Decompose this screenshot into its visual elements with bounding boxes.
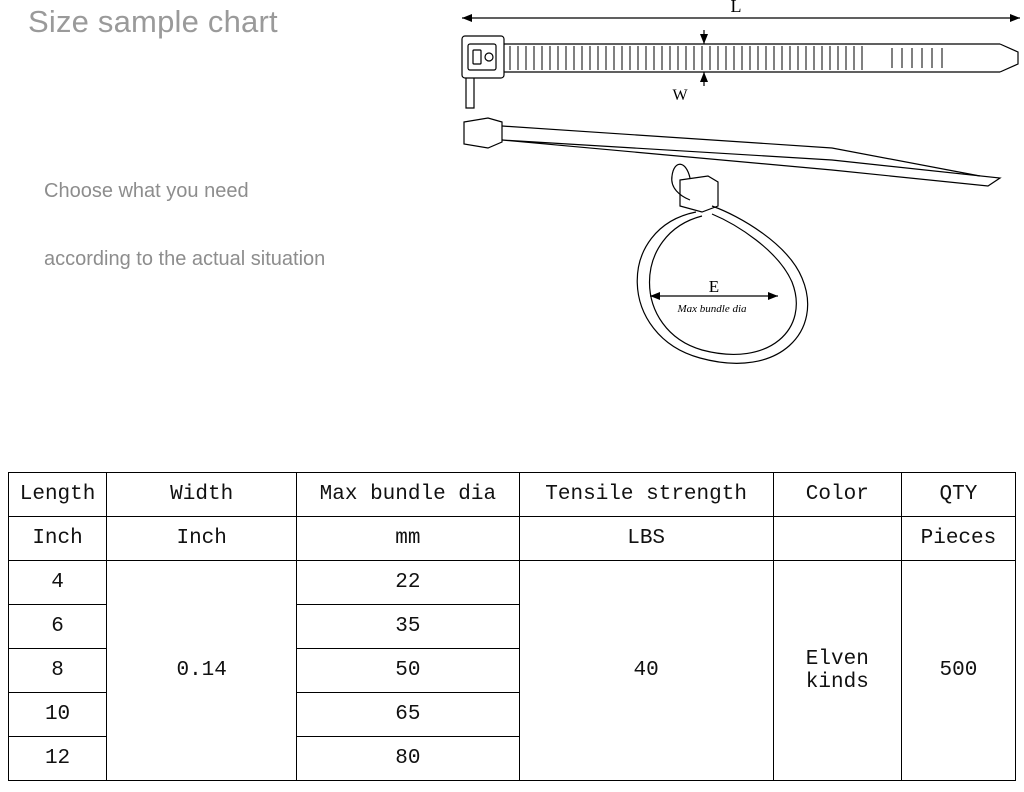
cell-max-bundle-dia: 22: [297, 561, 519, 605]
loop-body: [637, 206, 807, 363]
width-arrowhead-upper: [700, 34, 708, 44]
width-arrowhead-lower: [700, 72, 708, 82]
cable-tie-illustration: [440, 0, 1024, 400]
cell-width: 0.14: [107, 561, 297, 781]
column-header-width: Width: [107, 473, 297, 517]
column-header-qty: QTY: [901, 473, 1015, 517]
cell-length: 4: [9, 561, 107, 605]
label-bundle-note: Max bundle dia: [677, 303, 747, 315]
column-header-length: Length: [9, 473, 107, 517]
cell-length: 6: [9, 605, 107, 649]
tie-end-teeth: [892, 48, 942, 68]
unit-tensile-strength: LBS: [519, 517, 773, 561]
tie-head-inner: [468, 44, 496, 70]
spec-table-container: [8, 472, 1016, 781]
tie-tip: [1000, 44, 1018, 72]
tie-head-tail-stub: [466, 78, 474, 108]
page-title: Size sample chart: [28, 4, 278, 39]
cell-qty: 500: [901, 561, 1015, 781]
bundle-arrow-right: [768, 292, 778, 300]
table-units-row: [9, 517, 1016, 561]
unit-width: Inch: [107, 517, 297, 561]
table-header-row: [9, 473, 1016, 517]
label-bundle: E: [708, 277, 720, 296]
cable-tie-diagram-svg: [440, 0, 1024, 400]
unit-color: [773, 517, 901, 561]
cell-length: 12: [9, 737, 107, 781]
length-arrow-left: [462, 14, 472, 22]
cell-tensile-strength: 40: [519, 561, 773, 781]
cell-max-bundle-dia: 50: [297, 649, 519, 693]
label-length: L: [730, 0, 742, 16]
bent-tie-bottom-edge: [502, 140, 1000, 186]
cell-max-bundle-dia: 65: [297, 693, 519, 737]
column-header-tensile-strength: Tensile strength: [519, 473, 773, 517]
loop-tail-protrusion: [672, 164, 690, 200]
tie-teeth: [510, 46, 862, 70]
tagline-line-1: Choose what you need: [44, 180, 249, 202]
column-header-color: Color: [773, 473, 901, 517]
unit-qty: Pieces: [901, 517, 1015, 561]
cell-length: 10: [9, 693, 107, 737]
table-row: [9, 561, 1016, 605]
loop-body-inner: [650, 214, 797, 354]
cell-length: 8: [9, 649, 107, 693]
cell-max-bundle-dia: 80: [297, 737, 519, 781]
tagline-line-2: according to the actual situation: [44, 248, 326, 270]
column-header-max-bundle-dia: Max bundle dia: [297, 473, 519, 517]
tie-head-slot: [473, 50, 481, 64]
length-arrow-right: [1010, 14, 1020, 22]
label-width: W: [672, 87, 688, 104]
unit-length: Inch: [9, 517, 107, 561]
cell-max-bundle-dia: 35: [297, 605, 519, 649]
cell-color: Elven kinds: [773, 561, 901, 781]
spec-table: [8, 472, 1016, 781]
tie-head-hole: [485, 53, 493, 61]
unit-max-bundle-dia: mm: [297, 517, 519, 561]
bent-tie-head: [464, 118, 502, 148]
